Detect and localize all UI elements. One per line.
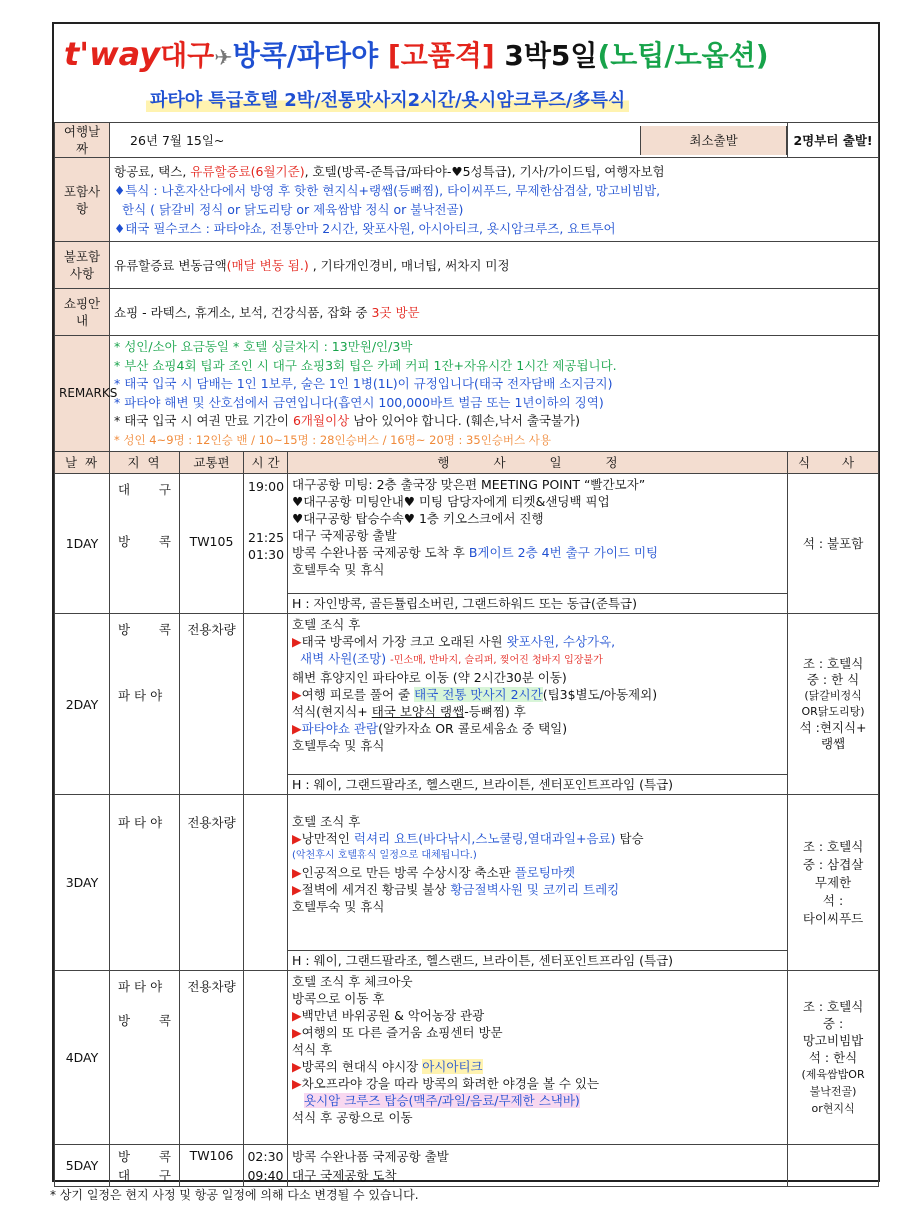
day-schedule: 대구공항 미팅: 2층 출국장 맞은편 MEETING POINT “빨간모자” ♥대구공항 미팅안내♥ 미팅 담당자에게 티켓&샌딩백 픽업 ♥대구공항 탑승수속♥ 1층 키오스크에서 진행 대구 국제공항 출발 방콕 수완나품 국제공항 도착 후 B게이트 2층 4번 출구 가이드 미팅 호텔투숙 및 휴식 H : 자인방콕, 골든튤립소버린, 그랜드하워드 또는 동급(준특급) bbox=[288, 474, 788, 614]
day-meals: 조 : 호텔식 중 : 망고비빔밥 석 : 한식 (제육쌈밥OR 불낙전골) or현지식 bbox=[788, 971, 879, 1145]
day1-row bbox=[55, 474, 879, 614]
day-label: 2DAY bbox=[55, 614, 110, 795]
day-times: 19:00 21:25 01:30 bbox=[244, 474, 288, 614]
min-departure-value: 2명부터 출발! bbox=[788, 123, 879, 158]
column-headers bbox=[55, 452, 879, 474]
day-transport: 전용차량 bbox=[180, 971, 244, 1145]
day-region: 대 구 방 콕 bbox=[110, 474, 180, 614]
day-meals bbox=[788, 1145, 879, 1187]
day-times bbox=[244, 795, 288, 971]
inclusions: 항공료, 택스, 유류할증료(6월기준), 호텔(방콕-준특급/파타야-♥5성특급), 기사/가이드팁, 여행자보험 ♦특식 : 나혼자산다에서 방영 후 핫한 현지식+랭쌥(등뼈찜), 타이씨푸드, 무제한삼겹살, 망고비빔밥, 한식 ( 닭갈비 정식 or 닭도리탕 or 제육쌈밥 정식 or 불낙전골) ♦태국 필수코스 : 파타야쇼, 전통안마 2시간, 왓포사원, 아시아티크, 욧시암크루즈, 요트투어 bbox=[110, 158, 879, 242]
title bbox=[64, 34, 769, 74]
col-date: 날 짜 bbox=[55, 452, 110, 474]
exclusions-label: 불포함사항 bbox=[55, 242, 110, 289]
day-meals: 석 : 불포함 bbox=[788, 474, 879, 614]
grade: [고품격] bbox=[387, 39, 495, 72]
remarks-label: REMARKS bbox=[55, 336, 110, 452]
day-region: 방 콕 대 구 bbox=[110, 1145, 180, 1187]
day-schedule: 호텔 조식 후 ▶태국 방콕에서 가장 크고 오래된 사원 왓포사원, 수상가옥, 새벽 사원(조망) -민소매, 반바지, 슬리퍼, 찢어진 청바지 입장불가 해변 휴양지인 파타야로 이동 (약 2시간30분 이동) ▶여행 피로를 풀어 줄 태국 전통 맛사지 2시간(팁3$별도/아동제외) 석식(현지식+ 태국 보양식 랭쌥-등뼈찜) 후 ▶파타야쇼 관람(알카자쇼 OR 콜로세움쇼 중 택일) 호텔투숙 및 휴식 H : 웨이, 그랜드팔라조, 헬스랜드, 브라이튼, 센터포인트프라임 (특급) bbox=[288, 614, 788, 795]
header bbox=[54, 24, 878, 122]
remarks: * 성인/소아 요금동일 * 호텔 싱글차지 : 13만원/인/3박 * 부산 쇼핑4회 팁과 조인 시 대구 쇼핑3회 팁은 카페 커피 1잔+자유시간 1시간 제공됩니다. * 태국 입국 시 담배는 1인 1보루, 술은 1인 1병(1L)이 규정입니다(태국 전자담배 소지금지) * 파타야 해변 및 산호섬에서 금연입니다(흡연시 100,000바트 벌금 또는 1년이하의 징역) * 태국 입국 시 여권 만료 기간이 6개월이상 남아 있어야 합니다. (훼손,낙서 출국불가) * 성인 4~9명 : 12인승 밴 / 10~15명 : 28인승버스 / 16명~ 20명 : 35인승버스 사용 bbox=[110, 336, 879, 452]
day-times bbox=[244, 614, 288, 795]
col-transport: 교통편 bbox=[180, 452, 244, 474]
day-region: 파 타 야 방 콕 bbox=[110, 971, 180, 1145]
day-transport: 전용차량 bbox=[180, 795, 244, 971]
day-times: 02:30 09:40 bbox=[244, 1145, 288, 1187]
origin-city: 대구 bbox=[160, 39, 215, 72]
day-region: 방 콕 파 타 야 bbox=[110, 614, 180, 795]
inclusions-label: 포함사항 bbox=[55, 158, 110, 242]
col-meal: 식 사 bbox=[788, 452, 879, 474]
day-transport: TW105 bbox=[180, 474, 244, 614]
day-schedule: 호텔 조식 후 체크아웃 방콕으로 이동 후 ▶백만년 바위공원 & 악어농장 관광 ▶여행의 또 다른 즐거움 쇼핑센터 방문 석식 후 ▶방콕의 현대식 야시장 아시아티크 ▶차오프라야 강을 따라 방콕의 화려한 야경을 볼 수 있는 욧시암 크루즈 탑승(맥주/과일/음료/무제한 스낵바) 석식 후 공항으로 이동 bbox=[288, 971, 788, 1145]
day-meals: 조 : 호텔식 중 : 삼겹살 무제한 석 : 타이씨푸드 bbox=[788, 795, 879, 971]
day-region: 파 타 야 bbox=[110, 795, 180, 971]
day-meals: 조 : 호텔식 중 : 한 식 (닭갈비정식 OR닭도리탕) 석 :현지식+ 랭쌥 bbox=[788, 614, 879, 795]
duration: 3박5일 bbox=[504, 39, 598, 72]
col-time: 시 간 bbox=[244, 452, 288, 474]
day-label: 4DAY bbox=[55, 971, 110, 1145]
day4-row bbox=[55, 971, 879, 1145]
min-departure-label: 최소출발 bbox=[640, 126, 787, 155]
tip-policy: (노팁/노옵션) bbox=[597, 39, 769, 72]
day-schedule: 호텔 조식 후 ▶낭만적인 럭셔리 요트(바다낚시,스노쿨링,열대과일+음료) 탑승 (악천후시 호텔휴식 일정으로 대체됩니다.) ▶인공적으로 만든 방콕 수상시장 축소판 플로팅마켓 ▶절벽에 세겨진 황금빛 불상 황금절벽사원 및 코끼리 트레킹 호텔투숙 및 휴식 H : 웨이, 그랜드팔라조, 헬스랜드, 브라이튼, 센터포인트프라임 (특급) bbox=[288, 795, 788, 971]
day5-row bbox=[55, 1145, 879, 1187]
brand-logo: t'way bbox=[64, 35, 161, 73]
col-schedule: 행 사 일 정 bbox=[288, 452, 788, 474]
day-transport: TW106 bbox=[180, 1145, 244, 1187]
travel-date: 26년 7월 15일~ bbox=[130, 132, 225, 148]
shopping: 쇼핑 - 라텍스, 휴게소, 보석, 건강식품, 잡화 중 3곳 방문 bbox=[110, 289, 879, 336]
day-label: 3DAY bbox=[55, 795, 110, 971]
inclusions-row bbox=[55, 158, 879, 242]
exclusions: 유류할증료 변동금액(매달 변동 됨.) , 기타개인경비, 매너팁, 써차지 미정 bbox=[110, 242, 879, 289]
day2-row bbox=[55, 614, 879, 795]
day-times bbox=[244, 971, 288, 1145]
hotel-info: H : 웨이, 그랜드팔라조, 헬스랜드, 브라이튼, 센터포인트프라임 (특급) bbox=[288, 774, 787, 794]
airplane-icon: ✈ bbox=[214, 46, 233, 71]
date-row bbox=[55, 123, 879, 158]
hotel-info: H : 자인방콕, 골든튤립소버린, 그랜드하워드 또는 동급(준특급) bbox=[288, 593, 787, 613]
itinerary-table bbox=[54, 122, 879, 1187]
exclusions-row bbox=[55, 242, 879, 289]
day-label: 5DAY bbox=[55, 1145, 110, 1187]
subtitle: 파타야 특급호텔 2박/전통맛사지2시간/욧시암크루즈/多특식 bbox=[146, 86, 629, 112]
date-label: 여행날짜 bbox=[55, 123, 110, 158]
route: 방콕/파타야 bbox=[232, 39, 379, 72]
day-schedule: 방콕 수완나품 국제공항 출발 대구 국제공항 도착 bbox=[288, 1145, 788, 1187]
col-region: 지 역 bbox=[110, 452, 180, 474]
shopping-label: 쇼핑안내 bbox=[55, 289, 110, 336]
footer-note: * 상기 일정은 현지 사정 및 항공 일정에 의해 다소 변경될 수 있습니다. bbox=[50, 1188, 419, 1202]
day3-row bbox=[55, 795, 879, 971]
itinerary-sheet bbox=[52, 22, 880, 1182]
hotel-info: H : 웨이, 그랜드팔라조, 헬스랜드, 브라이튼, 센터포인트프라임 (특급) bbox=[288, 950, 787, 970]
day-transport: 전용차량 bbox=[180, 614, 244, 795]
shopping-row bbox=[55, 289, 879, 336]
remarks-row bbox=[55, 336, 879, 452]
day-label: 1DAY bbox=[55, 474, 110, 614]
